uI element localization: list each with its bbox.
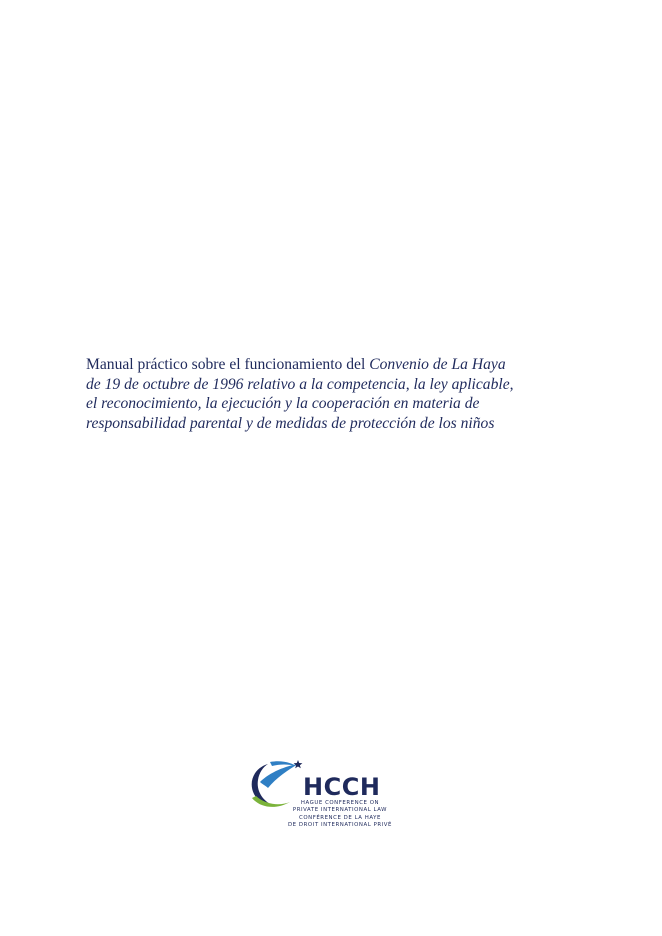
hcch-wordmark: HCCH — [303, 773, 381, 801]
hcch-subtitle-line-4: DE DROIT INTERNATIONAL PRIVÉ — [287, 822, 392, 829]
title-line-1 — [86, 355, 606, 375]
hcch-subtitle-line-1: HAGUE CONFERENCE ON — [300, 800, 380, 806]
title-line-1-regular: Manual práctico sobre el funcionamiento del — [86, 356, 370, 373]
hcch-subtitle — [284, 800, 396, 830]
hcch-subtitle-line-3: CONFÉRENCE DE LA HAYE — [299, 814, 381, 821]
hcch-logo — [246, 758, 396, 838]
title-line-1-italic: Convenio de La Haya — [369, 356, 506, 373]
title-line-4: responsabilidad parental y de medidas de protección de los niños — [86, 414, 495, 432]
title-line-2: de 19 de octubre de 1996 relativo a la competencia, la ley aplicable, — [86, 375, 514, 393]
hcch-subtitle-line-2: PRIVATE INTERNATIONAL LAW — [292, 807, 388, 814]
document-title — [86, 355, 606, 433]
title-line-3: el reconocimiento, la ejecución y la cooperación en materia de — [86, 395, 480, 412]
